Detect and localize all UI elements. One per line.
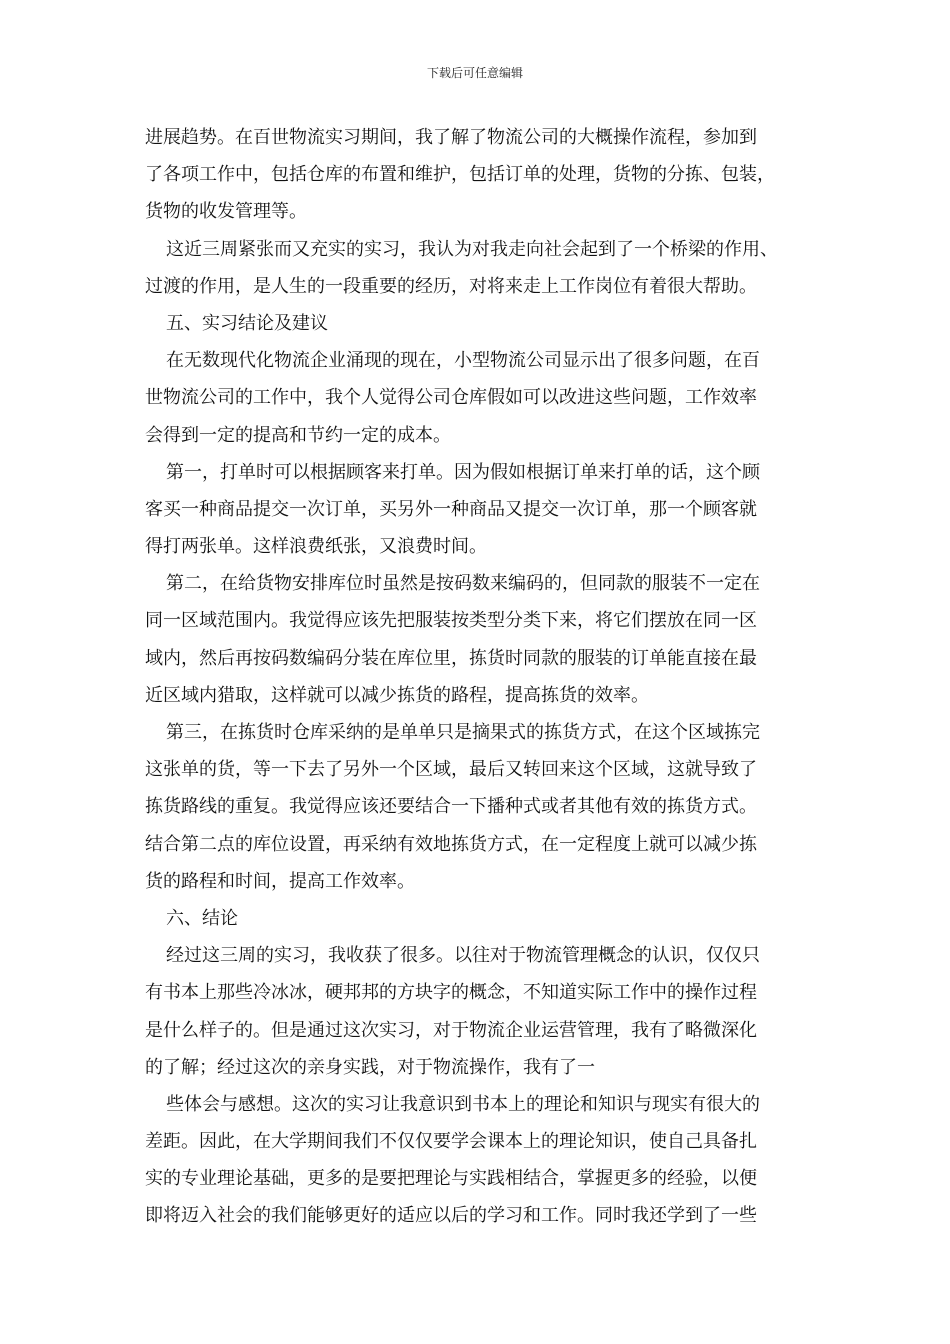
text-line: 会得到一定的提高和节约一定的成本。: [145, 424, 451, 446]
text-line: 这近三周紧张而又充实的实习，我认为对我走向社会起到了一个桥梁的作用、: [166, 238, 778, 260]
text-line: 经过这三周的实习，我收获了很多。以往对于物流管理概念的认识，仅仅只: [166, 945, 760, 967]
document-body: [145, 119, 825, 1235]
text-line: 客买一种商品提交一次订单，买另外一种商品又提交一次订单，那一个顾客就: [145, 498, 757, 520]
text-line: 域内，然后再按码数编码分装在库位里，拣货时同款的服装的订单能直接在最: [145, 647, 757, 669]
text-line: 结合第二点的库位设置，再采纳有效地拣货方式，在一定程度上就可以减少拣: [145, 833, 757, 855]
text-line: 进展趋势。在百世物流实习期间，我了解了物流公司的大概操作流程，参加到: [145, 127, 757, 148]
text-line: 五、实习结论及建议: [166, 312, 328, 334]
text-line: 实的专业理论基础，更多的是要把理论与实践相结合，掌握更多的经验，以便: [145, 1168, 757, 1190]
text-line: 货的路程和时间，提高工作效率。: [145, 870, 415, 892]
text-line: 六、结论: [166, 907, 238, 929]
text-line: 的了解；经过这次的亲身实践，对于物流操作，我有了一: [145, 1056, 595, 1078]
text-line: 这张单的货，等一下去了另外一个区域，最后又转回来这个区域，这就导致了: [145, 759, 757, 781]
page-header: 下载后可任意编辑: [426, 66, 523, 80]
text-line: 近区域内猎取，这样就可以减少拣货的路程，提高拣货的效率。: [145, 684, 649, 706]
text-line: 货物的收发管理等。: [145, 201, 307, 223]
text-line: 有书本上那些冷冰冰，硬邦邦的方块字的概念，不知道实际工作中的操作过程: [145, 982, 757, 1004]
text-line: 第二，在给货物安排库位时虽然是按码数来编码的，但同款的服装不一定在: [166, 573, 760, 595]
text-line: 了各项工作中，包括仓库的布置和维护，包括订单的处理，货物的分拣、包装，: [145, 164, 775, 186]
text-line: 世物流公司的工作中，我个人觉得公司仓库假如可以改进这些问题，工作效率: [145, 387, 757, 409]
text-line: 过渡的作用，是人生的一段重要的经历，对将来走上工作岗位有着很大帮助。: [145, 275, 757, 297]
text-line: 第一，打单时可以根据顾客来打单。因为假如根据订单来打单的话，这个顾: [166, 461, 760, 483]
text-line: 得打两张单。这样浪费纸张，又浪费时间。: [145, 536, 487, 558]
text-line: 些体会与感想。这次的实习让我意识到书本上的理论和知识与现实有很大的: [166, 1093, 760, 1115]
text-line: 第三，在拣货时仓库采纳的是单单只是摘果式的拣货方式，在这个区域拣完: [166, 722, 760, 743]
text-line: 在无数现代化物流企业涌现的现在，小型物流公司显示出了很多问题，在百: [166, 350, 760, 372]
text-line: 差距。因此，在大学期间我们不仅仅要学会课本上的理论知识，使自己具备扎: [145, 1131, 757, 1153]
text-line: 即将迈入社会的我们能够更好的适应以后的学习和工作。同时我还学到了一些: [145, 1205, 757, 1227]
text-line: 是什么样子的。但是通过这次实习，对于物流企业运营管理，我有了略微深化: [145, 1019, 757, 1041]
text-line: 拣货路线的重复。我觉得应该还要结合一下播种式或者其他有效的拣货方式。: [145, 796, 757, 818]
text-line: 同一区域范围内。我觉得应该先把服装按类型分类下来，将它们摆放在同一区: [145, 610, 757, 632]
